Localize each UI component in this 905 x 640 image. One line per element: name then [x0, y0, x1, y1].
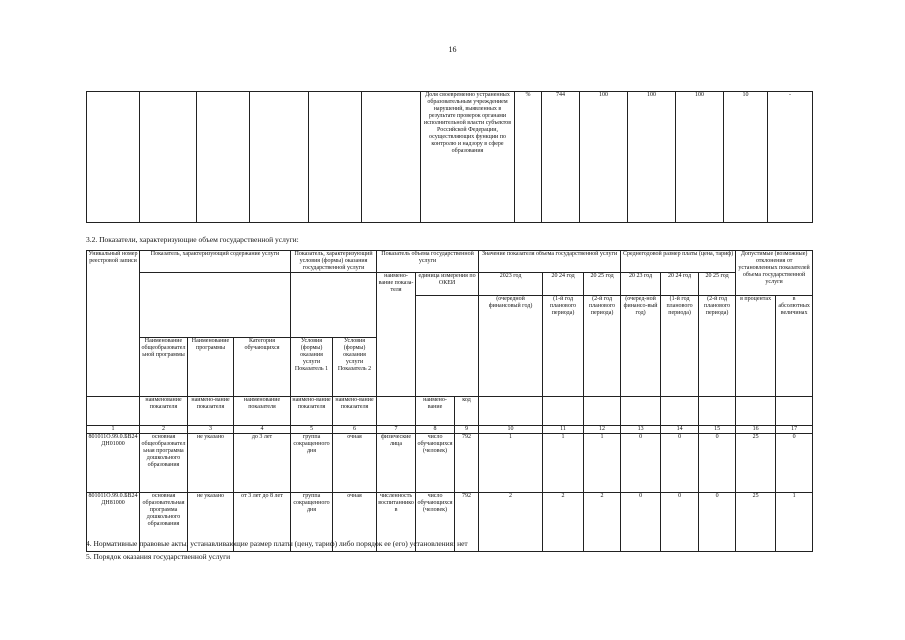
header-row-5: наименование показателя наимено-вание показателя наименование показателя наимено-вание показателя наимено-вание показателя наимено-вание код: [87, 397, 813, 426]
section-5: 5. Порядок оказания государственной услуги: [86, 552, 231, 561]
h-unique: Уникальный номер реестровой записи: [87, 251, 140, 397]
header-row-4: Наименование общеобразовательной программы Наименование программы Категория обучающихся Условия (формы) оказания услуги Показатель 1 Условия (формы) оказания услуги Показатель 2: [87, 338, 813, 397]
header-row-3: (очередной финансовый год) (1-й год планового периода) (2-й год планового периода) (очеред-ной финансо-вый год) (1-й год планового периода) (2-й год планового периода) в процентах в абсолютных величинах: [87, 296, 813, 338]
section-4: 4. Нормативные правовые акты, устанавливающие размер платы (цену, тариф) либо порядок ее (его) установления: нет: [86, 539, 468, 548]
indicator-table-continuation: [86, 91, 813, 223]
table-row: 801011О.99.0.БВ24ДН01000 основная общеобразовательная программа дошкольного образования не указано до 3 лет группа сокращенного дня очная физические лица число обучающихся (человек) 792 1 1 1 0 0 0 25 0: [87, 434, 813, 493]
table-row: Доля своевременно устраненных образовательным учреждением нарушений, выявленных в результате проверок органами исполнительной власти субъектов Российской Федерации, осуществляющих функции по контролю и надзору в сфере образования % 744 100 100 100 10 -: [87, 92, 813, 223]
header-row-1: Уникальный номер реестровой записи Показатель, характеризующий содержание услуги Показатель, характеризующий условия (формы) оказания государственной услуги Показатель объема государственной услуги Значение показателя объема государственной услуги Среднегодовой размер платы (цена, тариф) Допустимые (возможные) отклонения от установленных показателей объема государственной услуги: [87, 251, 813, 273]
page-number: 16: [448, 45, 457, 54]
indicator-name: Доля своевременно устраненных образовательным учреждением нарушений, выявленных в результате проверок органами исполнительной власти субъектов Российской Федерации, осуществляющих функции по контролю и надзору в сфере образования: [421, 92, 515, 223]
section-3-2-title: 3.2. Показатели, характеризующие объем государственной услуги:: [86, 235, 299, 244]
column-numbers-row: 1 2 3 4 5 6 7 8 9 10 11 12 13 14 15 16 17: [87, 426, 813, 434]
volume-indicators-table: [86, 250, 813, 552]
table-row: 801011О.99.0.БВ24ДН81000 основная образовательная программа дошкольного образования не указано от 3 лет до 8 лет группа сокращенного дня очная численность воспитанников число обучающихся (человек) 792 2 2 2 0 0 0 25 1: [87, 493, 813, 552]
header-row-2: наимено-вание показа-теля единица измерения по ОКЕИ 2023 год 20 24 год 20 25 год 20 23 год 20 24 год 20 25 год: [87, 273, 813, 296]
